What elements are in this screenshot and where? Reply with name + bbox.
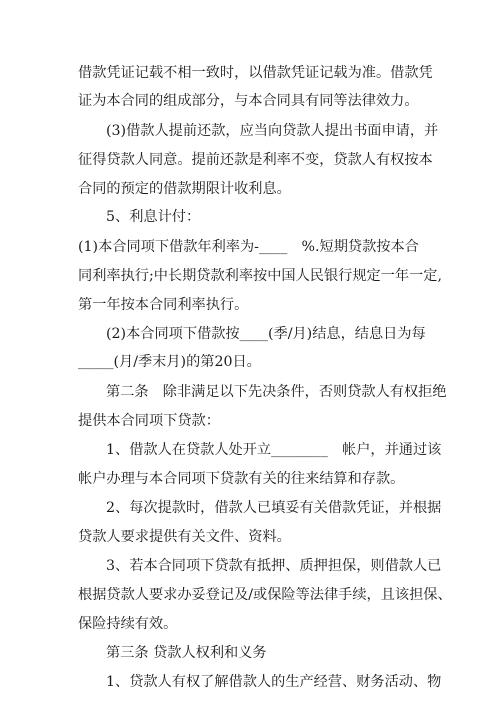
text-line: 第一年按本合同利率执行。 bbox=[78, 297, 249, 313]
text-line: 证为本合同的组成部分，与本合同具有同等法律效力。 bbox=[78, 93, 419, 109]
text-line: 征得贷款人同意。提前还款是利率不变，贷款人有权按本 bbox=[78, 152, 433, 168]
text-line: 帐户办理与本合同项下贷款有关的往来结算和存款。 bbox=[78, 471, 405, 487]
text-line: 1、借款人在贷款人处开立________ 帐户，并通过该 bbox=[106, 442, 442, 458]
text-line: 同利率执行;中长期贷款利率按中国人民银行规定一年一定, bbox=[78, 268, 442, 284]
text-line: 贷款人要求提供有关文件、资料。 bbox=[78, 529, 291, 545]
text-line: 3、若本合同项下贷款有抵押、质押担保，则借款人已 bbox=[106, 558, 442, 574]
text-line: (3)借款人提前还款，应当向贷款人提出书面申请，并 bbox=[106, 123, 439, 139]
text-line: 根据贷款人要求办妥登记及/或保险等法律手续，且该担保、 bbox=[78, 587, 452, 603]
text-line: 保险持续有效。 bbox=[78, 616, 178, 632]
text-line: 5、利息计付： bbox=[106, 209, 201, 225]
text-line: (1)本合同项下借款年利率为-____ %.短期贷款按本合 bbox=[78, 239, 419, 255]
text-line: 合同的预定的借款期限计收利息。 bbox=[78, 181, 291, 197]
text-line: _____(月/季末月)的第20日。 bbox=[78, 354, 261, 370]
text-line: 1、贷款人有权了解借款人的生产经营、财务活动、物 bbox=[106, 674, 442, 690]
section-heading: 第三条 贷款人权利和义务 bbox=[106, 645, 267, 661]
text-line: (2)本合同项下借款按____(季/月)结息，结息日为每 bbox=[106, 326, 426, 342]
text-line: 借款凭证记载不相一致时，以借款凭证记载为准。借款凭 bbox=[78, 65, 433, 81]
text-line: 提供本合同项下贷款： bbox=[78, 413, 220, 429]
text-line: 2、每次提款时，借款人已填妥有关借款凭证，并根据 bbox=[106, 500, 442, 516]
text-line: 第二条 除非满足以下先决条件，否则贷款人有权拒绝 bbox=[106, 384, 447, 400]
